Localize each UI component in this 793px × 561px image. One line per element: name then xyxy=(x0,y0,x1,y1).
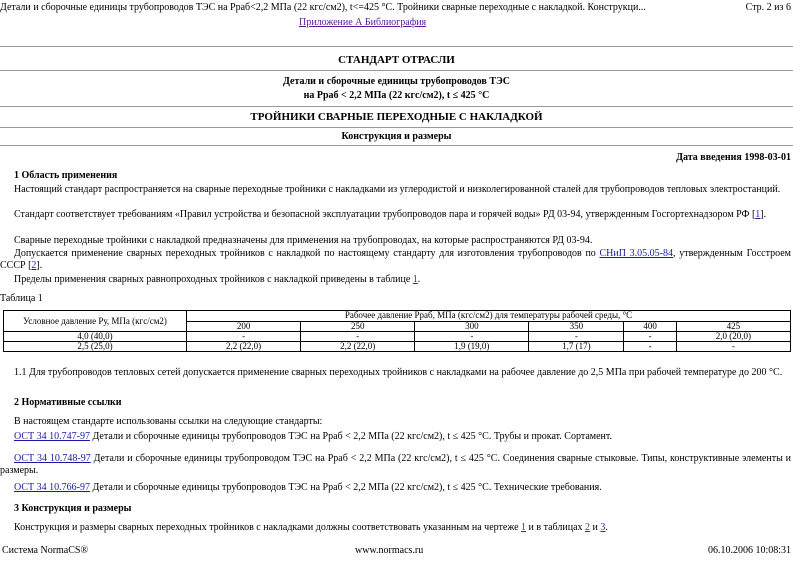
title-line-2: на Рраб < 2,2 МПа (22 кгс/см2), t ≤ 425 °С xyxy=(303,90,490,101)
temp-header: 425 xyxy=(676,321,790,332)
temp-header: 350 xyxy=(529,321,624,332)
paragraph: Пределы применения сварных равнопроходных тройников с накладкой приведены в таблице 1. xyxy=(14,274,421,285)
drawing-1-link[interactable]: 1 xyxy=(521,522,527,533)
ref-link-1[interactable]: 1 xyxy=(755,209,761,220)
doc-subtitle: Конструкция и размеры xyxy=(341,131,452,142)
table-row: 4,0 (40,0) - - - - - 2,0 (20,0) xyxy=(4,332,791,342)
page-counter: Стр. 2 из 6 xyxy=(745,2,791,13)
paragraph: Конструкция и размеры сварных переходных тройников с накладками должны соответствовать указанным на чертеже 1 и в таблицах 2 и 3. xyxy=(14,522,608,533)
group-header: Рабочее давление Рраб, МПа (кгс/см2) для температуры рабочей среды, °С xyxy=(187,311,791,322)
reference-item: ОСТ 34 10.748-97 Детали и сборочные единицы трубопроводом ТЭС на Рраб < 2,2 МПа (22 кгс/см2), t ≤ 425 °С. Соединения сварные стыковые. Типы, конструктивные элементы и размеры. xyxy=(0,453,792,476)
ost-748-link[interactable]: ОСТ 34 10.748-97 xyxy=(14,453,91,464)
limits-table xyxy=(3,310,791,352)
paragraph: Допускается применение сварных переходных тройников с накладкой по настоящему стандарту для изготовления трубопроводов по СНиП 3.05.05-84, утвержденным Госстроем СССР [2]. xyxy=(0,248,791,271)
paragraph: В настоящем стандарте использованы ссылки на следующие стандарты: xyxy=(14,416,323,427)
table-1-link[interactable]: 1 xyxy=(412,274,418,285)
paragraph: Сварные переходные тройники с накладкой предназначены для применения на трубопроводах, на которые распространяются РД 03-94. xyxy=(14,235,593,246)
standard-label: СТАНДАРТ ОТРАСЛИ xyxy=(338,54,455,66)
section-3-heading: 3 Конструкция и размеры xyxy=(14,503,132,514)
reference-item: ОСТ 34 10.747-97 Детали и сборочные единицы трубопроводов ТЭС на Рраб < 2,2 МПа (22 кгс/см2), t ≤ 425 °С. Трубы и прокат. Сортамент. xyxy=(14,431,613,442)
table-2-link[interactable]: 2 xyxy=(585,522,591,533)
doc-subject: ТРОЙНИКИ СВАРНЫЕ ПЕРЕХОДНЫЕ С НАКЛАДКОЙ xyxy=(250,111,543,123)
table-row: 2,5 (25,0) 2,2 (22,0) 2,2 (22,0) 1,9 (19,0) 1,7 (17) - - xyxy=(4,342,791,352)
browser-doc-title: Детали и сборочные единицы трубопроводов ТЭС на Рраб<2,2 МПа (22 кгс/см2), t<=425 °С. Тройники сварные переходные с накладкой. Конструкци... xyxy=(0,2,646,13)
appendix-link[interactable]: Приложение А Библиография xyxy=(299,17,427,28)
section-2-heading: 2 Нормативные ссылки xyxy=(14,397,122,408)
divider xyxy=(0,145,793,146)
temp-header: 300 xyxy=(415,321,529,332)
snip-link[interactable]: СНиП 3.05.05-84 xyxy=(599,248,674,259)
divider xyxy=(0,106,793,107)
table-3-link[interactable]: 3 xyxy=(600,522,606,533)
paragraph: Стандарт соответствует требованиям «Правил устройства и безопасной эксплуатации трубопроводов пара и горячей воды» РД 03-94, утвержденным Госгортехнадзором РФ [1]. xyxy=(14,209,767,220)
temp-header: 400 xyxy=(624,321,676,332)
footer-timestamp: 06.10.2006 10:08:31 xyxy=(707,545,791,556)
footer-url: www.normacs.ru xyxy=(355,545,424,556)
reference-item: ОСТ 34 10.766-97 Детали и сборочные единицы трубопроводов ТЭС на Рраб < 2,2 МПа (22 кгс/см2), t ≤ 425 °С. Технические требования. xyxy=(14,482,602,493)
intro-date: Дата введения 1998-03-01 xyxy=(676,152,791,163)
temp-header: 250 xyxy=(301,321,415,332)
section-1-heading: 1 Область применения xyxy=(14,170,118,181)
title-line-1: Детали и сборочные единицы трубопроводов ТЭС xyxy=(283,76,510,87)
note-1-1: 1.1 Для трубопроводов тепловых сетей допускается применение сварных переходных тройников с накладками на рабочее давление до 2,5 МПа при рабочей температуре до 200 °С. xyxy=(14,367,783,378)
footer-system: Система NormaCS® xyxy=(2,545,89,556)
divider xyxy=(0,46,793,47)
ref-link-2[interactable]: 2 xyxy=(31,259,37,271)
ost-766-link[interactable]: ОСТ 34 10.766-97 xyxy=(14,482,90,493)
table-caption: Таблица 1 xyxy=(0,293,43,304)
temp-header: 200 xyxy=(187,321,301,332)
divider xyxy=(0,127,793,128)
column-header-py: Условное давление Ру, МПа (кгс/см2) xyxy=(4,311,187,332)
paragraph: Настоящий стандарт распространяется на сварные переходные тройники с накладками из углеродистой и низколегированной сталей для трубопроводов тепловых электростанций. xyxy=(14,184,781,195)
divider xyxy=(0,70,793,71)
ost-747-link[interactable]: ОСТ 34 10.747-97 xyxy=(14,431,90,442)
